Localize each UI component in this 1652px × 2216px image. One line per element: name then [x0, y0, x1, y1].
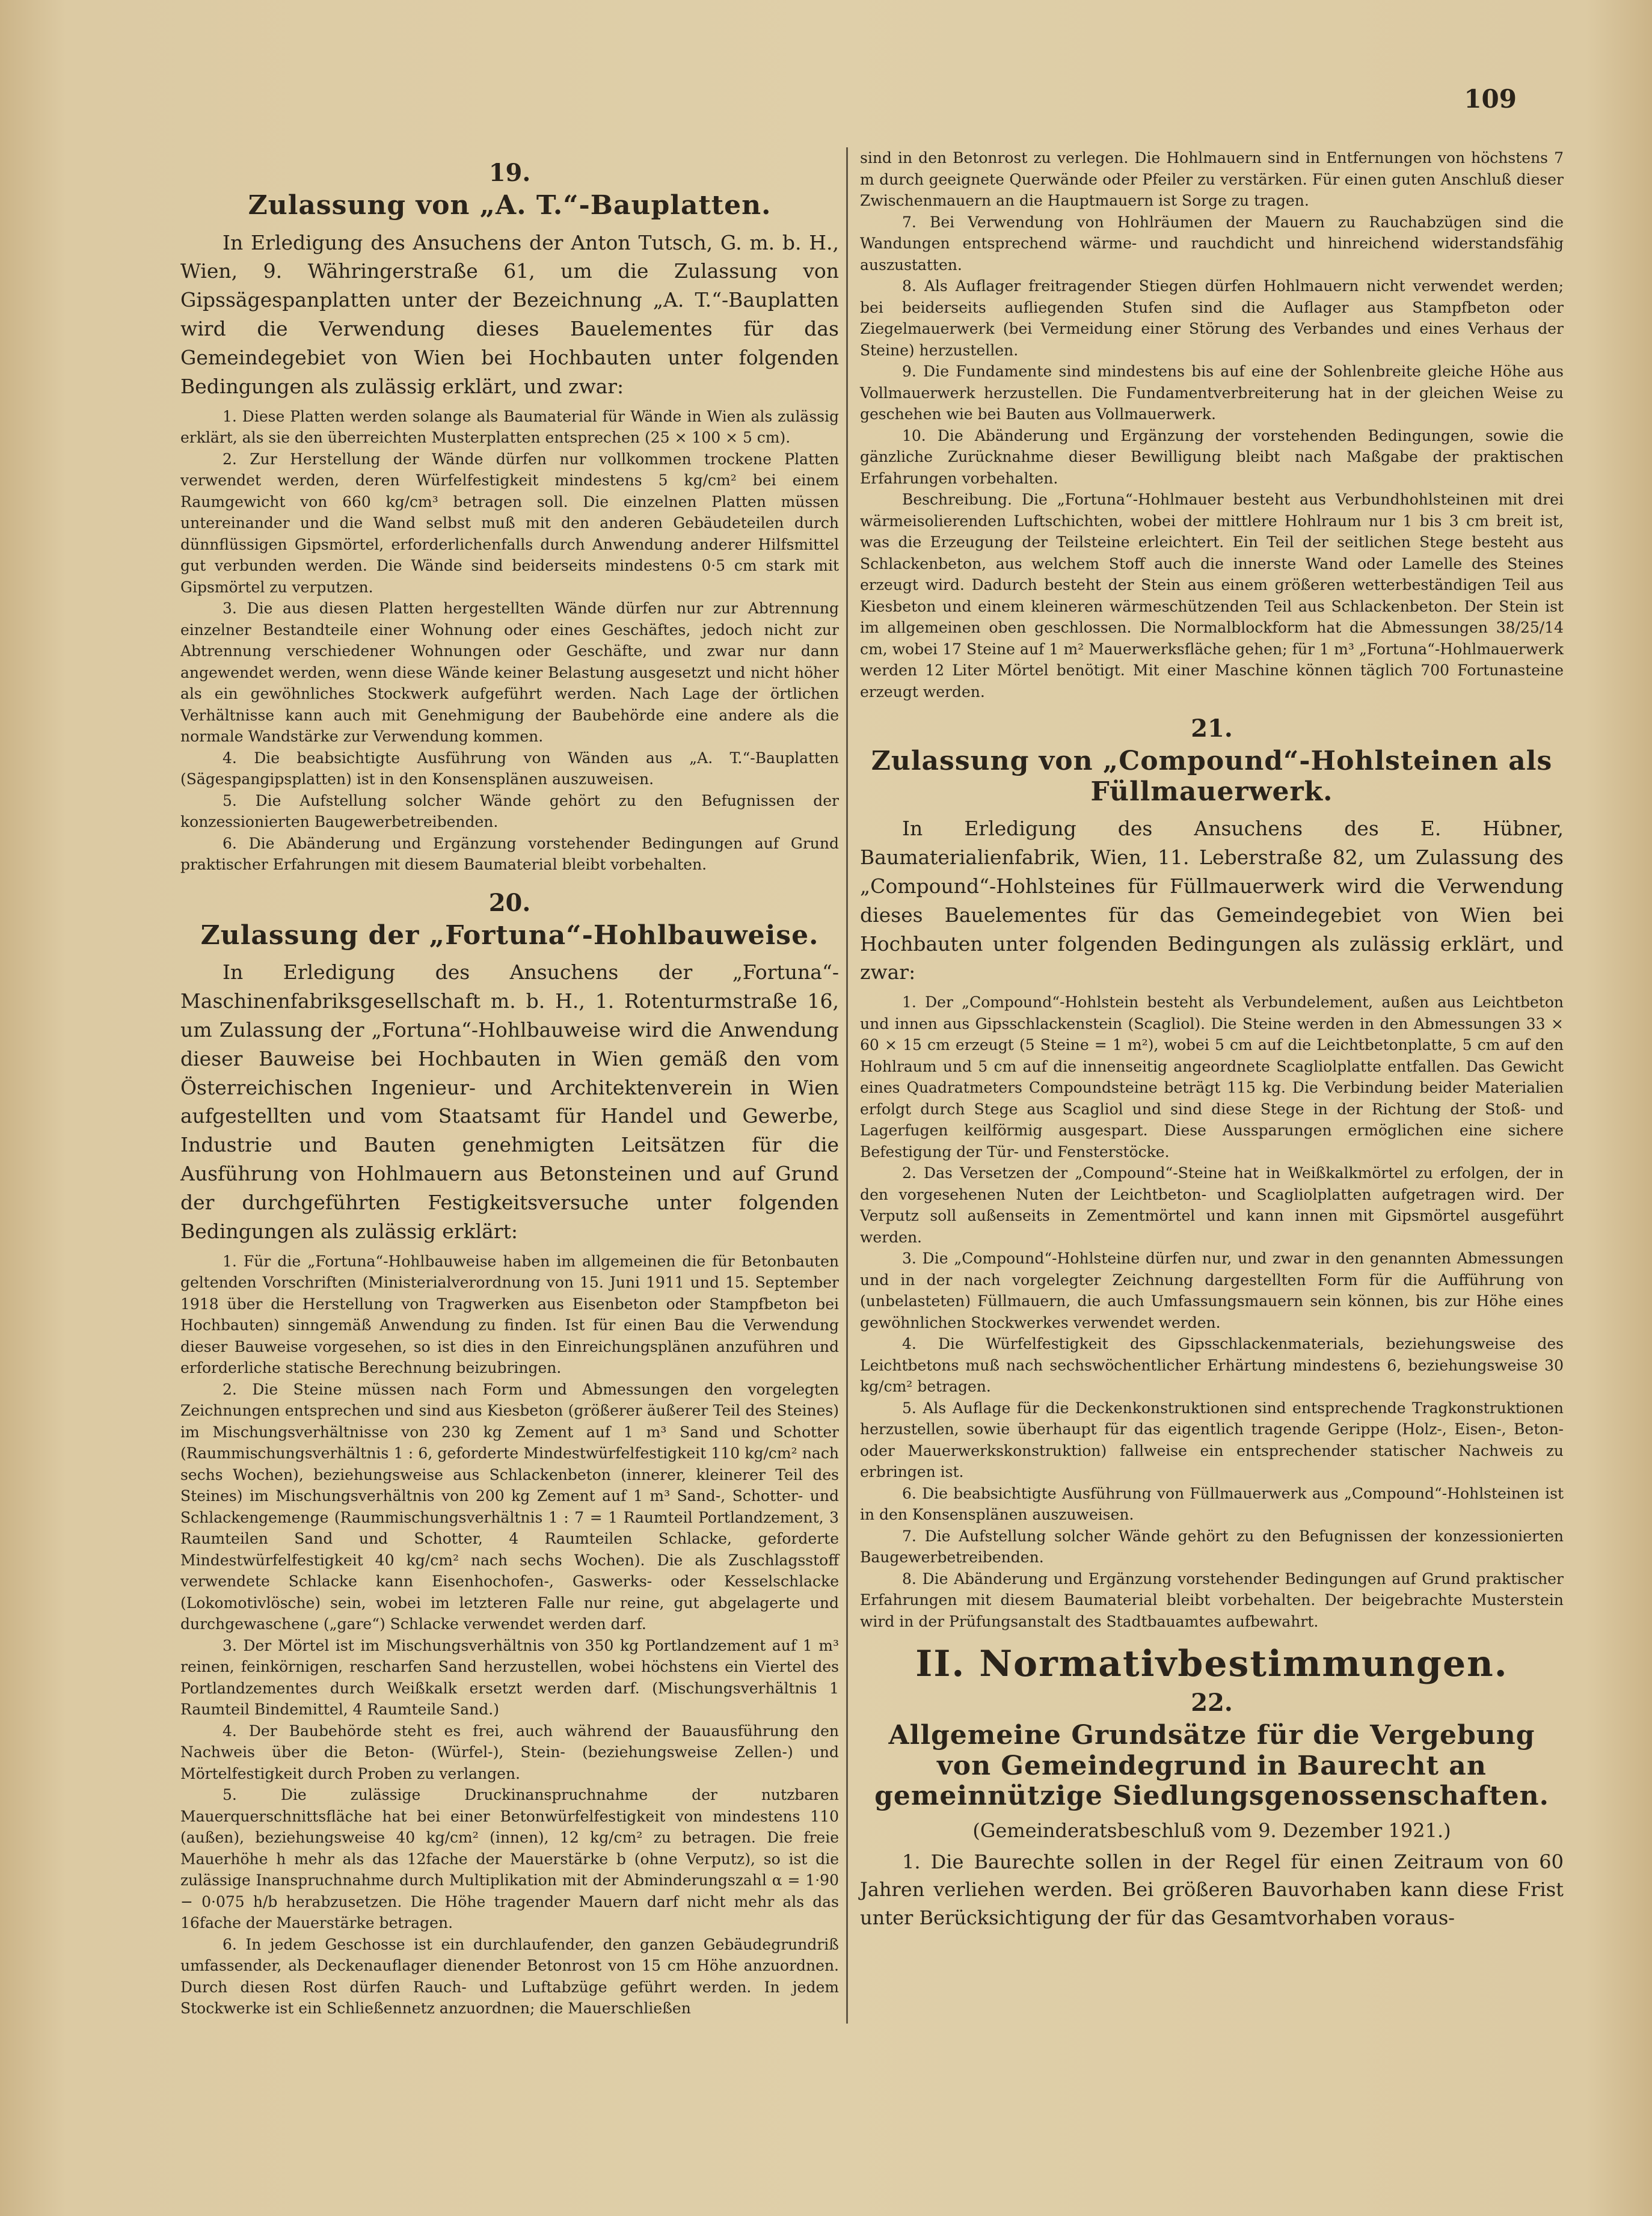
- section-20-point: 6. In jedem Geschosse ist ein durchlaufender, den ganzen Gebäudegrundriß umfassender, als Deckenauflager dienender Betonrost von 15 cm Höhe anzuordnen. Durch diesen Rost dürfen Rauch- und Luftabzüge geführt werden. In jedem Stockwerke ist ein Schließennetz anzuordnen; die Mauerschließen: [180, 1935, 839, 2018]
- page-number: 109: [1464, 84, 1517, 114]
- section-20-cont-paragraph: 8. Als Auflager freitragender Stiegen dürfen Hohlmauern nicht verwendet werden; bei beiderseits aufliegenden Stufen sind die Auflager aus Stampfbeton oder Ziegelmauerwerk (bei Vermeidung einer Störung des Verbandes und eines Verhaus der Steine) herzustellen.: [860, 277, 1564, 359]
- left-column: [180, 155, 839, 2019]
- right-column: [860, 147, 1564, 1936]
- section-20-heading: Zulassung der „Fortuna“-Hohlbauweise.: [200, 919, 819, 951]
- section-21-point: 5. Als Auflage für die Deckenkonstruktionen sind entsprechende Tragkonstruktionen herzustellen, sowie überhaupt für das eigentlich tragende Gerippe (Holz-, Eisen-, Beton- oder Mauerwerkskonstruktion) fallweise ein entsprechender statischer Nachweis zu erbringen ist.: [860, 1399, 1564, 1481]
- section-20-cont-paragraph: 10. Die Abänderung und Ergänzung der vorstehenden Bedingungen, sowie die gänzliche Zurücknahme dieser Bewilligung bleibt nach Maßgabe der praktischen Erfahrungen vorbehalten.: [860, 426, 1564, 487]
- section-20-point: 3. Der Mörtel ist im Mischungsverhältnis von 350 kg Portlandzement auf 1 m³ reinen, feinkörnigen, rescharfen Sand herzustellen, wobei höchstens ein Viertel des Portlandzementes durch Weißkalk ersetzt werden darf. (Mischungsverhältnis 1 Raumteil Bindemittel, 4 Raumteile Sand.): [180, 1636, 839, 1719]
- section-19-point: 5. Die Aufstellung solcher Wände gehört zu den Befugnissen der konzessionierten Baugewerbetreibenden.: [180, 791, 839, 831]
- section-20-intro: In Erledigung des Ansuchens der „Fortuna“-Maschinenfabriksgesellschaft m. b. H., 1. Rotenturmstraße 16, um Zulassung der „Fortuna“-Hohlbauweise wird die Anwendung dieser Bauweise bei Hochbauten in Wien gemäß den vom Österreichischen Ingenieur- und Architektenverein in Wien aufgestellten und vom Staatsamt für Handel und Gewerbe, Industrie und Bauten genehmigten Leitsätzen für die Ausführung von Hohlmauern aus Betonsteinen und auf Grund der durchgeführten Festigkeitsversuche unter folgenden Bedingungen als zulässig erklärt:: [180, 960, 839, 1243]
- section-21-point: 8. Die Abänderung und Ergänzung vorstehender Bedingungen auf Grund praktischer Erfahrungen mit diesem Baumaterial bleibt vorbehalten. Der beigebrachte Musterstein wird in der Prüfungsanstalt des Stadtbauamtes aufbewahrt.: [860, 1570, 1564, 1630]
- section-21-point: 4. Die Würfelfestigkeit des Gipsschlackenmaterials, beziehungsweise des Leichtbetons muß nach sechswöchentlicher Erhärtung mindestens 6, beziehungsweise 30 kg/cm² betragen.: [860, 1335, 1564, 1396]
- section-21-heading: Zulassung von „Compound“-Hohlsteinen als Füllmauerwerk.: [871, 746, 1553, 807]
- section-19-number: 19.: [488, 159, 531, 187]
- section-20-point: 2. Die Steine müssen nach Form und Abmessungen den vorgelegten Zeichnungen entsprechen und sind aus Kiesbeton (größerer äußerer Teil des Steines) im Mischungsverhältnisse von 230 kg Zement auf 1 m³ Sand und Schotter (Raummischungsverhältnis 1 : 6, geforderte Mindestwürfelfestigkeit 110 kg/cm² nach sechs Wochen), beziehungsweise aus Schlackenbeton (innerer, kleinerer Teil des Steines) im Mischungsverhältnis von 200 kg Zement auf 1 m³ Sand-, Schotter- und Schlackengemenge (Raummischungsverhältnis 1 : 7 = 1 Raumteil Portlandzement, 3 Raumteilen Sand und Schotter, 4 Raumteilen Schlacke, geforderte Mindestwürfelfestigkeit 40 kg/cm² nach sechs Wochen). Die als Zuschlagsstoff verwendete Schlacke kann Eisenhochofen-, Gaswerks- oder Kesselschlacke (Lokomotivlösche) sein, wobei im letzteren Falle nur reine, gut abgelagerte und durchgewaschene („gare“) Schlacke verwendet werden darf.: [180, 1380, 839, 1633]
- section-20-cont-paragraph: 9. Die Fundamente sind mindestens bis auf eine der Sohlenbreite gleiche Höhe aus Vollmauerwerk herzustellen. Die Fundamentverbreiterung hat in der gleichen Weise zu geschehen wie bei Bauten aus Vollmauerwerk.: [860, 363, 1564, 423]
- section-21-point: 7. Die Aufstellung solcher Wände gehört zu den Befugnissen der konzessionierten Baugewerbetreibenden.: [860, 1527, 1564, 1567]
- section-19-point: 2. Zur Herstellung der Wände dürfen nur vollkommen trockene Platten verwendet werden, deren Würfelfestigkeit mindestens 5 kg/cm² bei einem Raumgewicht von 660 kg/cm³ betragen soll. Die einzelnen Platten müssen untereinander und die Wand selbst muß mit den anderen Gebäudeteilen durch dünnflüssigen Gipsmörtel, erforderlichenfalls durch Anwendung anderer Hilfsmittel gut verbunden werden. Die Wände sind beiderseits mindestens 0·5 cm stark mit Gipsmörtel zu verputzen.: [180, 450, 839, 596]
- section-22-note: (Gemeinderatsbeschluß vom 9. Dezember 1921.): [972, 1819, 1451, 1843]
- section-19-heading: Zulassung von „A. T.“-Bauplatten.: [248, 190, 772, 221]
- section-22-number: 22.: [1191, 1689, 1233, 1717]
- section-21-point: 3. Die „Compound“-Hohlsteine dürfen nur, und zwar in den genannten Abmessungen und in der nach vorgelegter Zeichnung dargestellten Form für die Aufführung von (unbelasteten) Füllmauern, die auch Umfassungsmauern sein können, bis zur Höhe eines gewöhnlichen Stockwerkes verwendet werden.: [860, 1250, 1564, 1331]
- section-20-point: 4. Der Baubehörde steht es frei, auch während der Bauausführung den Nachweis über die Beton- (Würfel-), Stein- (beziehungsweise Zellen-) und Mörtelfestigkeit durch Proben zu verlangen.: [180, 1722, 839, 1782]
- section-20-cont-paragraph: 7. Bei Verwendung von Hohlräumen der Mauern zu Rauchabzügen sind die Wandungen entsprechend wärme- und rauchdicht und hinreichend widerstandsfähig auszustatten.: [860, 213, 1564, 274]
- section-19-point: 4. Die beabsichtigte Ausführung von Wänden aus „A. T.“-Bauplatten (Sägespangipsplatten) ist in den Konsensplänen auszuweisen.: [180, 749, 839, 788]
- section-21-point: 2. Das Versetzen der „Compound“-Steine hat in Weißkalkmörtel zu erfolgen, der in den vorgesehenen Nuten der Leichtbeton- und Scagliolplatten aufgetragen wird. Der Verputz soll außenseits in Zementmörtel und kann innen mit Gipsmörtel ausgeführt werden.: [860, 1164, 1564, 1246]
- section-21-intro: In Erledigung des Ansuchens des E. Hübner, Baumaterialienfabrik, Wien, 11. Leberstraße 82, um Zulassung des „Compound“-Hohlsteines für Füllmauerwerk wird die Verwendung dieses Bauelementes für das Gemeindegebiet von Wien bei Hochbauten unter folgenden Bedingungen als zulässig erklärt, und zwar:: [860, 817, 1564, 984]
- section-19-point: 6. Die Abänderung und Ergänzung vorstehender Bedingungen auf Grund praktischer Erfahrungen mit diesem Baumaterial bleibt vorbehalten.: [180, 834, 839, 874]
- section-20-continued: [860, 147, 1564, 702]
- section-22-text: 1. Die Baurechte sollen in der Regel für einen Zeitraum von 60 Jahren verliehen werden. Bei größeren Bauvorhaben kann diese Frist unter Berücksichtigung der für das Gesamtvorhaben voraus-: [860, 1850, 1564, 1929]
- section-19-points: [180, 406, 839, 876]
- section-21-point: 6. Die beabsichtigte Ausführung von Füllmauerwerk aus „Compound“-Hohlsteinen ist in den Konsensplänen auszuweisen.: [860, 1484, 1564, 1524]
- part-2-title: II. Normativbestimmungen.: [915, 1643, 1508, 1686]
- section-20-cont-paragraph: sind in den Betonrost zu verlegen. Die Hohlmauern sind in Entfernungen von höchstens 7 m durch geeignete Querwände oder Pfeiler zu verstärken. Für einen guten Anschluß dieser Zwischenmauern an die Hauptmauern ist Sorge zu tragen.: [860, 149, 1564, 209]
- section-20-point: 1. Für die „Fortuna“-Hohlbauweise haben im allgemeinen die für Betonbauten geltenden Vorschriften (Ministerialverordnung von 15. Juni 1911 und 15. September 1918 über die Herstellung von Tragwerken aus Eisenbeton oder Stampfbeton bei Hochbauten) sinngemäß Anwendung zu finden. Ist für einen Bau die Verwendung dieser Bauweise vorgesehen, so ist dies in den Einreichungsplänen anzuführen und erforderliche statische Berechnung beizubringen.: [180, 1252, 839, 1377]
- section-20-number: 20.: [488, 888, 531, 917]
- column-divider: [846, 147, 848, 2024]
- section-19-point: 1. Diese Platten werden solange als Baumaterial für Wände in Wien als zulässig erklärt, als sie den überreichten Musterplatten entsprechen (25 × 100 × 5 cm).: [180, 407, 839, 447]
- section-22-heading: Allgemeine Grundsätze für die Vergebung von Gemeindegrund in Baurecht an gemeinnützige Siedlungsgenossenschaften.: [874, 1720, 1549, 1812]
- section-20-description: Beschreibung. Die „Fortuna“-Hohlmauer besteht aus Verbundhohlsteinen mit drei wärmeisolierenden Luftschichten, wobei der mittlere Hohlraum nur 1 bis 3 cm breit ist, was die Erzeugung der Teilsteine erleichtert. Ein Teil der seitlichen Stege besteht aus Schlackenbeton, aus welchem Stoff auch die innerste Wand oder Lamelle des Steines erzeugt wird. Dadurch besteht der Stein aus einem größeren wetterbeständigen Teil aus Kiesbeton und einem kleineren wärmeschützenden Teil aus Schlackenbeton. Der Stein ist im allgemeinen oben geschlossen. Die Normalblockform hat die Abmessungen 38/25/14 cm, wobei 17 Steine auf 1 m² Mauerwerksfläche gehen; für 1 m³ „Fortuna“-Hohlmauerwerk werden 12 Liter Mörtel benötigt. Mit einer Maschine können täglich 700 Fortunasteine erzeugt werden.: [860, 491, 1564, 701]
- section-21-point: 1. Der „Compound“-Hohlstein besteht als Verbundelement, außen aus Leichtbeton und innen aus Gipsschlackenstein (Scagliol). Die Steine werden in den Abmessungen 33 × 60 × 15 cm erzeugt (5 Steine = 1 m²), wobei 5 cm auf die Leichtbetonplatte, 5 cm auf den Hohlraum und 5 cm auf die innenseitig angeordnete Scagliolplatte entfallen. Das Gewicht eines Quadratmeters Compoundsteine beträgt 115 kg. Die Verbindung beider Materialien erfolgt durch Stege aus Scagliol und sind diese Stege in der Richtung der Stoß- und Lagerfugen keilförmig ausgespart. Diese Aussparungen ermöglichen eine sichere Befestigung der Tür- und Fensterstöcke.: [860, 993, 1564, 1161]
- section-20-point: 5. Die zulässige Druckinanspruchnahme der nutzbaren Mauerquerschnittsfläche hat bei einer Betonwürfelfestigkeit von mindestens 110 (außen), beziehungsweise 40 kg/cm² (innen), 12 kg/cm² zu betragen. Die freie Mauerhöhe h mehr als das 12fache der Mauerstärke b (ohne Verputz), so ist die zulässige Inanspruchnahme durch Multiplikation mit der Abminderungszahl α = 1·90 − 0·075 h/b herabzusetzen. Die Höhe tragender Mauern darf nicht mehr als das 16fache der Mauerstärke betragen.: [180, 1786, 839, 1932]
- section-21-points: [860, 992, 1564, 1632]
- section-21-number: 21.: [1191, 714, 1233, 743]
- section-19-intro: In Erledigung des Ansuchens der Anton Tutsch, G. m. b. H., Wien, 9. Währingerstraße 61, um die Zulassung von Gipssägespanplatten unter der Bezeichnung „A. T.“-Bauplatten wird die Verwendung dieses Bauelementes für das Gemeindegebiet von Wien bei Hochbauten unter folgenden Bedingungen als zulässig erklärt, und zwar:: [180, 230, 839, 398]
- section-19-point: 3. Die aus diesen Platten hergestellten Wände dürfen nur zur Abtrennung einzelner Bestandteile einer Wohnung oder eines Geschäftes, jedoch nicht zur Abtrennung verschiedener Wohnungen oder Geschäfte, und zwar nur dann angewendet werden, wenn diese Wände keiner Belastung ausgesetzt und nicht höher als ein gewöhnliches Stockwerk aufgeführt werden. Nach Lage der örtlichen Verhältnisse kann auch mit Genehmigung der Baubehörde eine andere als die normale Wandstärke zur Verwendung kommen.: [180, 600, 839, 746]
- section-20-points: [180, 1251, 839, 2019]
